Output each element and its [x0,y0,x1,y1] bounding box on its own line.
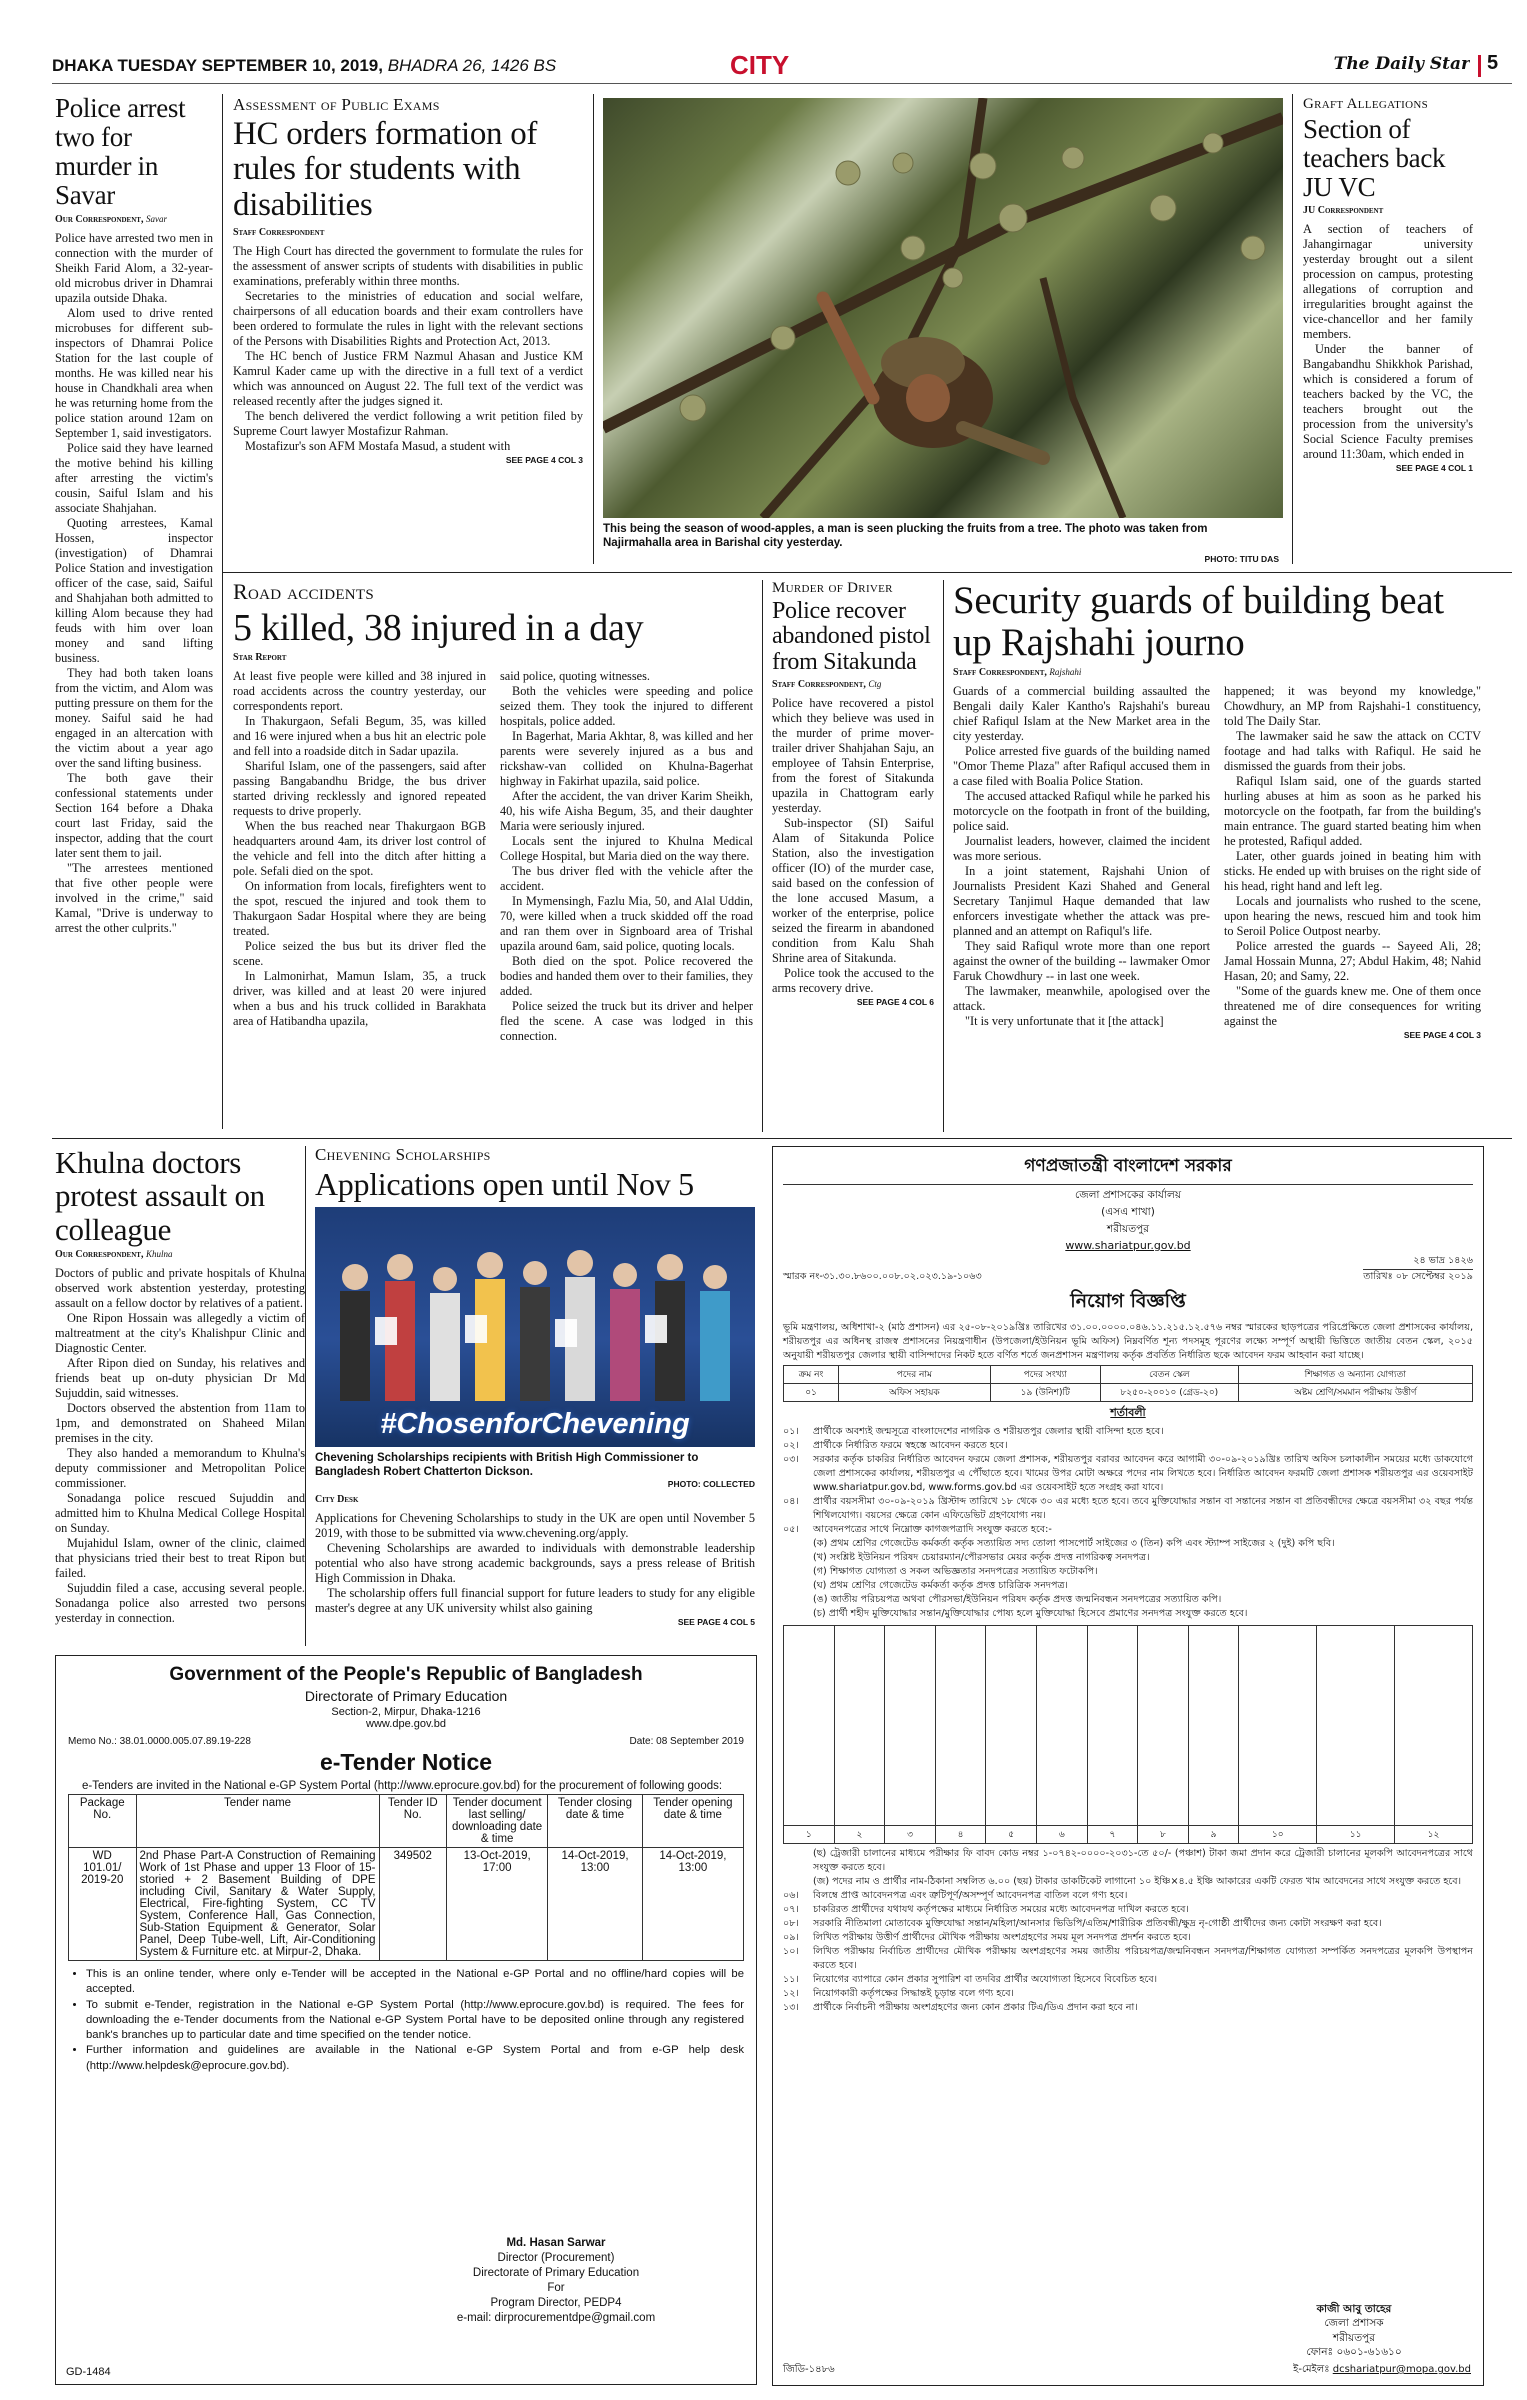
list-item: (ক) প্রথম শ্রেণির গেজেটেড কর্মকর্তা কর্তৃক সত্যায়িত সদ্য তোলা পাসপোর্ট সাইজের ৩ (তিন) কপি এবং স্ট্যাম্প সাইজের ২ (দুই) কপি ছবি। [813,1538,1335,1549]
photo-caption: Chevening Scholarships recipients with British High Commissioner to Bangladesh Robert Chatterton Dickson. [315,1452,699,1479]
table-header-row [784,1626,1473,1826]
byline-text: Staff Correspondent, [953,667,1047,679]
row-rule [222,572,1512,573]
paragraph: Doctors of public and private hospitals of Khulna observed work abstention yesterday, protesting assault on a fellow doctor by relatives of a patient. [55,1266,305,1311]
dateline [52,56,692,78]
package-no: WD 101.01/ 2019-20 [69,1848,137,1961]
signatory-title: জেলা প্রশাসক [1324,2317,1384,2330]
signature-block [386,2236,726,2326]
column-number: ২ [834,1826,885,1844]
post-name: অফিস সহায়ক [839,1384,991,1402]
byline: Star Report [233,652,287,664]
ad-code: জিডি-১৪৮৬ [783,2364,835,2375]
paragraph: In a joint statement, Rajshahi Union of Journalists President Kazi Shahed and General Secretary Tanjimul Haque demanded that law enforcers investigate whether the attack was pre-planned and an attempt on Rafiqul's life. [953,864,1210,939]
column-number: ১২ [1395,1826,1473,1844]
headline: Security guards of building beat up Rajshahi journo [953,580,1444,665]
ad-branch: (এসএ শাখা) [1101,1206,1155,1218]
paragraph: Police took the accused to the arms recovery drive. [772,966,934,996]
ad-title: Government of the People's Republic of Bangladesh [169,1664,643,1685]
date-bs: ২৪ ভাদ্র ১৪২৬ [1363,1254,1473,1270]
paragraph: A section of teachers of Jahangirnagar university yesterday brought out a silent procession on campus, protesting allegations of corruption and irregularities brought against the vice-chancellor and her family members. [1303,221,1473,341]
serial: ০১ [784,1384,839,1402]
list-item: ০৯। লিখিত পরীক্ষায় উত্তীর্ণ প্রার্থীদের মৌখিক পরীক্ষায় অংশগ্রহণের সময় মূল সনদপত্র প্রদর্শন করতে হবে। [783,1932,1191,1943]
memo-number: স্মারক নং-৩১.৩০.৮৬০০.০০৮.০২.০২৩.১৯-১০৬৩ [783,1271,982,1282]
ad-district: শরীয়তপুর [1107,1223,1149,1235]
article-pistol [772,580,934,1132]
application-form-table [783,1625,1473,1844]
notice-title: নিয়োগ বিজ্ঞপ্তি [1070,1290,1186,1312]
paragraph: The HC bench of Justice FRM Nazmul Ahasan and Justice KM Kamrul Kader came up with the directive in a full text of a verdict which was announced on August 22. The full text of the verdict was released recently after the judges signed it. [233,348,583,408]
table-number-row [784,1826,1473,1844]
article-body-col1 [953,684,1210,1040]
byline [55,1249,305,1260]
byline-place: Khulna [145,1249,173,1260]
paragraph: Under the banner of Bangabandhu Shikkhok Parishad, which is considered a forum of teachers backed by the VC, the teachers brought out the procession from the university's Social Science Faculty premises around 11:30am, which ended in [1303,341,1473,461]
column-number: ৫ [986,1826,1037,1844]
paragraph: Applications for Chevening Scholarships to study in the UK are open until November 5 2019, with those to be submitted via www.chevening.org/apply. [315,1511,755,1541]
list-item: (খ) সংশ্লিষ্ট ইউনিয়ন পরিষদ চেয়ারম্যান/পৌরসভার মেয়র কর্তৃক প্রদত্ত নাগরিকত্ব সনদপত্র। [813,1552,1150,1563]
paragraph: Alom used to drive rented microbuses for different sub-inspectors of Dhamrai Police Station for the last couple of months. He was killed near his house in Chandkhali area when he was returning home from the police station around 12am on September 1, said investigators. [55,305,213,440]
ad-web: www.dpe.gov.bd [366,1718,446,1730]
column-rule [943,580,944,1132]
paragraph: After Ripon died on Sunday, his relatives and friends beat up on-duty physician Dr Md Sujuddin, said witnesses. [55,1356,305,1401]
paragraph: Journalist leaders, however, claimed the incident was more serious. [953,834,1210,864]
column-number: ৭ [1087,1826,1138,1844]
list-item: • To submit e-Tender, registration in the National e-GP System Portal (http://www.eprocure.gov.bd) is required. The fees for downloading the e-Tender documents from the National e-GP System Portal have to be deposited online through any registered bank's branches up to particular date and time specified on the tender notice. [86,1998,744,2044]
article-body [55,231,213,936]
list-item: ০৫। আবেদনপত্রের সাথে নিম্নোক্ত কাগজপত্রাদি সংযুক্ত করতে হবে:- [783,1524,1052,1535]
qualification: অষ্টম শ্রেণি/সমমান পরীক্ষায় উত্তীর্ণ [1238,1384,1472,1402]
column-header: শিক্ষাগত ও অন্যান্য যোগ্যতা [1238,1366,1472,1384]
paragraph: Locals and journalists who rushed to the scene, upon hearing the news, rescued him and took him to Seroil Police Outpost nearby. [1224,894,1481,939]
signatory-name: কাজী আবু তাহের [1316,2303,1392,2316]
tender-id: 349502 [379,1848,447,1961]
article-body [55,1266,305,1626]
paragraph: Sonadanga police rescued Sujuddin and admitted him to Khulna Medical College Hospital on Sunday. [55,1491,305,1536]
column-header: Tender opening date & time [642,1795,743,1848]
column-number: ৮ [1138,1826,1189,1844]
conditions-title: শর্তাবলী [1110,1406,1146,1419]
paragraph: Doctors observed the abstention from 11am to 1pm, and demonstrated on Shaheed Milan premises in the city. [55,1401,305,1446]
paragraph: In Mymensingh, Fazlu Mia, 50, and Alal Uddin, 70, were killed when a truck skidded off the road and ran them over in Signboard area of Trishal upazila around 6am, said police, quoting locals. [500,894,753,954]
newspaper-logo: The Daily Star [1333,54,1470,74]
paragraph: The scholarship offers full financial support for future leaders to study for any eligible master's degree at any UK university whilst also gaining [315,1586,755,1616]
paragraph: Police have arrested two men in connection with the murder of Sheikh Farid Alom, a 32-year-old microbus driver in Dhamrai upazila outside Dhaka. [55,230,213,305]
continued-link: SEE PAGE 4 COL 3 [505,454,583,465]
paragraph: Both the vehicles were speeding and police seized them. They took the injured to different hospitals, police added. [500,684,753,729]
paragraph: They said Rafiqul wrote more than one report against the owner of the building -- lawmaker Omor Faruk Chowdhury -- in last one week. [953,939,1210,984]
date-label: তারিখঃ [1363,1271,1393,1282]
post-count: ১৯ (উনিশ)টি [990,1384,1100,1402]
page-number: 5 [1487,52,1499,74]
article-body [772,696,934,996]
ad-org: Directorate of Primary Education [304,1688,508,1704]
paragraph: said police, quoting witnesses. [500,669,650,684]
byline [953,667,1483,678]
column-header: Tender name [136,1795,379,1848]
paragraph: "The arrestees mentioned that five other people were involved in the crime," said Kamal, "Drive is underway to arrest the other culprits." [55,860,213,935]
column-number: ৪ [935,1826,986,1844]
article-body [233,244,583,454]
tender-name: 2nd Phase Part-A Construction of Remaining Work of 1st Phase and upper 13 Floor of 15-storied + 2 Basement Building of DPE including Civil, Sanitary & Water Supply, Electrical, Fire-fighting System, CC TV System, Conference Hall, Gas Connection, Sub-Station Equipment & Generator, Solar Panel, Deep Tube-well, Lift, Air-Conditioning System & Furniture etc. at Mirpur-2, Dhaka. [136,1848,379,1961]
article-body [1303,222,1473,462]
headline: HC orders formation of rules for students with disabilities [233,115,538,223]
paragraph: The bench delivered the verdict following a writ petition filed by Supreme Court lawyer Mostafizur Rahman. [233,408,583,438]
column-rule [1292,94,1293,564]
byline: JU Correspondent [1303,204,1384,216]
byline [55,214,213,225]
email-label: ই-মেইলঃ [1293,2364,1330,2375]
paragraph: The lawmaker said he saw the attack on CCTV footage and had talks with Rafiqul. He said he dismissed the guards from their jobs. [1224,729,1481,774]
signatory-line: Directorate of Primary Education [472,2266,640,2279]
dateline-main: DHAKA TUESDAY SEPTEMBER 10, 2019, [52,56,383,75]
last-selling-date: 13-Oct-2019, 17:00 [447,1848,548,1961]
column-header: Tender ID No. [379,1795,447,1848]
byline-text: Our Correspondent, [55,1249,144,1261]
paragraph: Police seized the bus but its driver fled the scene. [233,939,486,969]
column-header: Package No. [69,1795,137,1848]
table-header-row [69,1795,744,1848]
byline [772,679,934,690]
kicker: Graft Allegations [1303,96,1429,112]
column-header: Tender document last selling/ downloading date & time [447,1795,548,1848]
headline: Khulna doctors protest assault on colleague [55,1146,265,1247]
byline: City Desk [315,1494,359,1506]
paragraph: Rafiqul Islam said, one of the guards started hurling abuses at him as soon as he parked his motorcycle on the footpath, far from the building's main entrance. The guard started beating him when he protested, Rafiqul added. [1224,774,1481,849]
article-body-col1 [233,669,486,1044]
ad-web: www.shariatpur.gov.bd [1065,1239,1191,1252]
column-header: পদের সংখ্যা [990,1366,1100,1384]
date-ad: ০৮ সেপ্টেম্বর ২০১৯ [1395,1271,1473,1282]
photo-credit: PHOTO: TITU DAS [1204,554,1279,564]
paragraph: The lawmaker, meanwhile, apologised over the attack. [953,984,1210,1014]
continued-link: SEE PAGE 4 COL 1 [1395,462,1473,473]
article-savar [55,94,213,1129]
list-item: • Further information and guidelines are available in the National e-GP System Portal and from e-GP help desk (http://www.helpdesk@eprocure.gov.bd). [86,2043,744,2074]
paragraph: In Lalmonirhat, Mamun Islam, 35, a truck driver, was killed and at least 20 were injured when a bus and his truck collided in Barakhata area of Hatibandha upazila, [233,969,486,1029]
paragraph: They also handed a memorandum to Khulna's deputy commissioner and Metropolitan Police commissioner. [55,1446,305,1491]
signature-block [1239,2302,1469,2359]
column-number: ১১ [1317,1826,1395,1844]
ad-title: গণপ্রজাতন্ত্রী বাংলাদেশ সরকার [783,1153,1473,1185]
paragraph: Quoting arrestees, Kamal Hossen, inspector (investigation) of Dhamrai Police Station and investigation officer of the case, said, Saiful and Shahjahan both admitted to killing Alom because they had feuds with him over loan money and sand lifting business. [55,515,213,665]
paragraph: Mujahidul Islam, owner of the clinic, claimed that physicians tried their best to treat Ripon but failed. [55,1536,305,1581]
notice-intro: ভূমি মন্ত্রণালয়, অধিশাখা-২ (মাঠ প্রশাসন) এর ২৫-০৮-২০১৯খ্রিঃ তারিখের ৩১.০০.০০০০.০৪৬.১১.২১৫.১২.৫৭৬ নম্বর স্মারকের ছাড়পত্রের পরিপ্রেক্ষিতে জেলা প্রশাসকের কার্যালয়, শরীয়তপুর এর অধিনস্থ রাজস্ব প্রশাসনের নিয়ন্ত্রণাধীন (উপজেলা/ইউনিয়ন ভূমি অফিস) নিম্নবর্ণিত শূন্য পদসমূহ পূরণের লক্ষ্যে সম্পূর্ণ অস্থায়ী ভিত্তিতে জাতীয় বেতন স্কেল, ২০১৫ অনুযায়ী শরীয়তপুর জেলার স্থায়ী বাসিন্দাদের নিকট হতে বর্ণিত শর্তে জনপ্রশাসন মন্ত্রণালয় কর্তৃক প্রবর্তিত নির্ধারিত ছকে আবেদন ফরম আহবান করা যাচ্ছে। [783,1322,1473,1361]
headline: Section of teachers back JU VC [1303,113,1446,202]
photo-banner-text: #ChosenforChevening [380,1408,690,1441]
list-item: (ঘ) প্রথম শ্রেণির গেজেটেড কর্মকর্তা কর্তৃক প্রদত্ত চারিত্রিক সনদপত্র। [813,1580,1068,1591]
list-item: (গ) শিক্ষাগত যোগ্যতা ও সকল অভিজ্ঞতার সনদপত্রের সত্যায়িত ফটোকপি। [813,1566,1098,1577]
photo-illustration [603,98,1283,518]
article-security [953,580,1483,1132]
signatory-line: e-mail: dirprocurementdpe@gmail.com [456,2311,656,2324]
column-number: ৯ [1188,1826,1239,1844]
table-row [784,1384,1473,1402]
row-rule [52,1138,1512,1139]
etender-ad [55,1655,757,2385]
page-divider [1478,55,1481,77]
ad-code: GD-1484 [66,2366,111,2378]
paragraph: Police seized the truck but its driver and helper fled the scene. A case was lodged in this connection. [500,999,753,1044]
email-line [1293,2362,1471,2379]
signatory-name: Md. Hasan Sarwar [506,2237,606,2249]
email-address: dcshariatpur@mopa.gov.bd [1332,2364,1471,2375]
list-item: (জ) পদের নাম ও প্রার্থীর নাম-ঠিকানা সম্বলিত ৬.০০ (ছয়) টাকার ডাকটিকেট লাগানো ১০ ইঞ্চি×৪.৫ ইঞ্চি আকারের একটি ফেরত খাম আবেদনের সাথে সংযুক্ত করতে হবে। [813,1876,1462,1887]
continued-link: SEE PAGE 4 COL 3 [1403,1030,1481,1041]
signatory-line: For [547,2281,565,2294]
column-number: ১ [784,1826,835,1844]
paragraph: When the bus reached near Thakurgaon BGB headquarters around 4am, its driver lost control of the vehicle and fell into the ditch after hitting a pole. Sefali died on the spot. [233,819,486,879]
ad-office: জেলা প্রশাসকের কার্যালয় [1074,1189,1182,1201]
article-khulna [55,1146,305,1646]
paragraph: Police have recovered a pistol which they believe was used in the murder of prime mover-trailer driver Shahjahan Saju, an employee of Tahsin Enterprise, from the forest of Sitakunda upazila in Chattogram early yesterday. [772,696,934,816]
paragraph: Locals sent the injured to Khulna Medical College Hospital, but Maria died on the way there. [500,834,753,864]
paragraph: The High Court has directed the government to formulate the rules for the assessment of answer scripts of students with disabilities in public examinations, preferably within three months. [233,243,583,288]
table-row [69,1848,744,1961]
kicker: Chevening Scholarships [315,1146,491,1164]
paragraph: The accused attacked Rafiqul while he parked his motorcycle on the footpath in front of the building, police said. [953,789,1210,834]
continued-link: SEE PAGE 4 COL 5 [677,1617,755,1628]
notice-date: Date: 08 September 2019 [629,1736,744,1747]
list-item: (ঙ) জাতীয় পরিচয়পত্র অথবা পৌরসভা/ইউনিয়ন পরিষদ কর্তৃক প্রদত্ত জন্মনিবন্ধন সনদপত্রের সত্যায়িত কপি। [813,1594,1222,1605]
byline-text: Our Correspondent, [55,213,144,225]
column-rule [305,1146,306,1646]
paragraph: The both gave their confessional statements under Section 164 before a Dhaka court last Friday, said the inspector, adding that the court later sent them to jail. [55,770,213,860]
paragraph: Police arrested five guards of the building named "Omor Theme Plaza" after Rafiqul accused them in a case filed with Boalia Police Station. [953,744,1210,789]
paragraph: Guards of a commercial building assaulted the Bengali daily Kaler Kantho's Rajshahi's bureau chief Rafiqul Islam at the New Market area in the city yesterday. [953,684,1210,744]
list-item: ১২। নিয়োগকারী কর্তৃপক্ষের সিদ্ধান্তই চূড়ান্ত বলে গণ্য হবে। [783,1988,1014,1999]
column-rule [762,580,763,1132]
notice-intro: e-Tenders are invited in the National e-GP System Portal (http://www.eprocure.gov.bd) for the procurement of following goods: [82,1780,723,1792]
headline: Police recover abandoned pistol from Sitakunda [772,597,931,676]
paragraph: The bus driver fled with the vehicle after the accident. [500,864,753,894]
paragraph: After the accident, the van driver Karim Sheikh, 40, his wife Aisha Begum, 35, and their daughter Maria were seriously injured. [500,789,753,834]
signatory-line: Director (Procurement) [497,2251,615,2264]
tender-notes [86,1967,744,2074]
column-header: ক্রম নং [784,1366,839,1384]
list-item: ০৬। বিলম্বে প্রাপ্ত আবেদনপত্র এবং ত্রুটিপূর্ণ/অসম্পূর্ণ আবেদনপত্র বাতিল বলে গণ্য হবে। [783,1890,1128,1901]
article-hc [233,96,583,566]
paragraph: Sujuddin filed a case, accusing several people. Sonadanga police also arrested two persons yesterday in connection. [55,1581,305,1626]
byline-place: Rajshahi [1049,667,1082,678]
wood-apple-photo [603,98,1283,518]
list-item: ০২। প্রার্থীকে নির্ধারিত ফরমে স্বহস্তে আবেদন করতে হবে। [783,1440,1008,1451]
conditions-list [783,1425,1473,1621]
list-item: (চ) প্রার্থী শহীদ মুক্তিযোদ্ধার সন্তান/মুক্তিযোদ্ধার পোষ্য হলে মুক্তিযোদ্ধা হিসেবে প্রমাণের সনদপত্র সংযুক্ত করতে হবে। [813,1608,1248,1619]
column-header: পদের নাম [839,1366,991,1384]
paragraph: In Thakurgaon, Sefali Begum, 35, was killed and 16 were injured when a bus hit an electric pole and fell into a roadside ditch in Sadar upazila. [233,714,486,759]
section-label: CITY [730,50,790,80]
list-item: ০১। প্রার্থীকে অবশ্যই জন্মসূত্রে বাংলাদেশের নাগরিক ও শরীয়তপুর জেলার স্থায়ী বাসিন্দা হতে হবে। [783,1426,1164,1437]
byline: Staff Correspondent [233,226,325,238]
ad-address: Section-2, Mirpur, Dhaka-1216 [331,1706,481,1718]
table-header-row [784,1366,1473,1384]
paragraph: Police arrested the guards -- Sayeed Ali, 28; Jamal Hossain Munna, 27; Abdul Hakim, 48; Nahid Hasan, 20; and Samy, 22. [1224,939,1481,984]
list-item: ০৩। সরকার কর্তৃক চাকরির নির্ধারিত আবেদন ফরমে জেলা প্রশাসক, শরীয়তপুর বরাবর আবেদন করে আগামী ৩০-০৯-২০১৯খ্রিঃ তারিখ অফিস চলাকালীন সময়ের মধ্যে ডাকযোগে জেলা প্রশাসকের কার্যালয়, শরীয়তপুর এ পৌঁছাতে হবে। খামের উপর মোটা অক্ষরে পদের নাম লিখতে হবে। নির্ধারিত আবেদন ফরমটি জেলা প্রশাসক শরীয়তপুর এর ওয়েবসাইট www.shariatpur.gov.bd, www.forms.gov.bd এর ওয়েবসাইট হতে সংগ্রহ করা যাবে। [783,1454,1473,1493]
dateline-bs: BHADRA 26, 1426 BS [387,56,557,75]
paragraph: Mostafizur's son AFM Mostafa Masud, a student with [245,438,511,453]
column-number: ১০ [1239,1826,1317,1844]
list-item: ১১। নিয়োগের ব্যাপারে কোন প্রকার সুপারিশ বা তদবির প্রার্থীর অযোগ্যতা হিসেবে বিবেচিত হবে। [783,1974,1158,1985]
conditions-list-continued [783,1847,1473,2015]
tender-table [68,1794,744,1961]
memo-number: Memo No.: 38.01.0000.005.07.89.19-228 [68,1736,251,1747]
continued-link: SEE PAGE 4 COL 6 [856,997,934,1008]
list-item: ০৭। চাকরিরত প্রার্থীদের যথাযথ কর্তৃপক্ষের মাধ্যমে নির্ধারিত সময়ের মধ্যে আবেদনপত্র দাখিল করতে হবে। [783,1904,1189,1915]
paragraph: happened; it was beyond my knowledge," Chowdhury, an MP from Rajshahi-1 constituency, told The Daily Star. [1224,684,1481,729]
kicker: Assessment of Public Exams [233,96,440,114]
photo-caption: This being the season of wood-apples, a man is seen plucking the fruits from a tree. The photo was taken from Najirmahalla area in Barishal city yesterday. [603,523,1208,550]
signatory-line: Program Director, PEDP4 [490,2296,622,2309]
notice-title: e-Tender Notice [319,1749,493,1775]
article-ju [1303,96,1473,566]
paragraph: Chevening Scholarships are awarded to individuals with demonstrable leadership potential who also have strong academic backgrounds, says a press release of British High Commission in Dhaka. [315,1541,755,1586]
column-rule [222,94,223,1129]
pay-scale: ৮২৫০-২০০১০ (গ্রেড-২০) [1100,1384,1238,1402]
paragraph: Sub-inspector (SI) Saiful Alam of Sitakunda Police Station, also the investigation officer (IO) of the murder case, said based on the confession of the lone accused Masum, a worker of the enterprise, police seized the firearm in abandoned condition from Kalu Shah Shrine area of Sitakunda. [772,816,934,966]
column-header: বেতন স্কেল [1100,1366,1238,1384]
article-body-col2 [1224,684,1481,1040]
opening-date: 14-Oct-2019, 13:00 [642,1848,743,1961]
paragraph: Both died on the spot. Police recovered the bodies and handed them over to their families, they added. [500,954,753,999]
article-chevening [315,1146,755,1646]
column-number: ৬ [1036,1826,1087,1844]
list-item: ১৩। প্রার্থীকে নির্বাচনী পরীক্ষায় অংশগ্রহণের জন্য কোন প্রকার টিএ/ডিএ প্রদান করা হবে না। [783,2002,1138,2013]
column-number: ৩ [885,1826,936,1844]
headline: 5 killed, 38 injured in a day [233,607,644,650]
list-item: ০৪। প্রার্থীর বয়সসীমা ৩০-০৯-২০১৯ খ্রিস্টাব্দ তারিখে ১৮ থেকে ৩০ এর মধ্যে হতে হবে। তবে মুক্তিযোদ্ধার সন্তান বা সন্তানের সন্তান বা প্রতিবন্ধীদের ক্ষেত্রে বয়সসীমা ৩২ বছর পর্যন্ত শিথিলযোগ্য। বয়সের ক্ষেত্রে কোন এফিডেভিট গ্রহণযোগ্য নয়। [783,1496,1473,1521]
post-table [783,1365,1473,1402]
column-header: Tender closing date & time [548,1795,643,1848]
paragraph: Police said they have learned the motive behind his killing after arresting the victim's cousin, Saiful Islam and his associate Shahjahan. [55,440,213,515]
masthead-rule [52,83,1512,84]
chevening-photo [315,1207,755,1447]
kicker: Murder of Driver [772,580,893,596]
byline-text: Staff Correspondent, [772,679,866,691]
photo-caption-block [603,522,1283,564]
paragraph: "Some of the guards knew me. One of them once threatened me of dire consequences for writing against the [1224,984,1481,1029]
headline: Police arrest two for murder in Savar [55,94,186,211]
byline-place: Savar [145,213,167,224]
paragraph: "It is very unfortunate that it [the attack] [965,1014,1164,1029]
list-item: (ছ) ট্রেজারী চালানের মাধ্যমে পরীক্ষার ফি বাবদ কোড নম্বর ১-০৭৪২-০০০০-২০৩১-তে ৫০/- (পঞ্চাশ) টাকা জমা প্রদান করে ট্রেজারী চালানের মূলকপি আবেদনপত্রের সাথে সংযুক্ত করতে হবে। [813,1848,1473,1873]
paragraph: Secretaries to the ministries of education and social welfare, chairpersons of all education boards and their exam controllers have been ordered to formulate the rules in light with the relevant sections of the Persons with Disabilities Rights and Protection Act, 2013. [233,288,583,348]
paragraph: One Ripon Hossain was allegedly a victim of maltreatment at the city's Khalishpur Clinic and Diagnostic Center. [55,1311,305,1356]
column-rule [593,94,594,564]
article-body-col2 [500,669,753,1044]
paragraph: Later, other guards joined in beating him with sticks. He ended up with bruises on the right side of his head, right hand and left leg. [1224,849,1481,894]
signatory-phone: ফোনঃ ০৬০১-৬১৬১০ [1306,2345,1402,2358]
paragraph: On information from locals, firefighters went to the spot, rescued the injured and took them to Thakurgaon Sadar Hospital where they are being treated. [233,879,486,939]
paragraph: In Bagerhat, Maria Akhtar, 8, was killed and her parents were severely injured as a bus and rickshaw-van collided on Khulna-Bagerhat highway in Fakirhat upazila, said police. [500,729,753,789]
paragraph: They had both taken loans from the victim, and Alom was putting pressure on them for the money. Saiful said he had engaged in an altercation with the victim about a year ago over the sand lifting business. [55,665,213,770]
list-item: ১০। লিখিত পরীক্ষায় নির্বাচিত প্রার্থীদের মৌখিক পরীক্ষায় অংশগ্রহণের সময় জাতীয় পরিচয়পত্র/জন্মনিবন্ধন সনদপত্র/শিক্ষাগত যোগ্যতা সম্পর্কিত সনদপত্রের মূলকপি উপস্থাপন করতে হবে। [783,1946,1473,1971]
article-body [315,1511,755,1616]
kicker: Road accidents [233,580,375,604]
byline-place: Ctg [868,679,882,690]
closing-date: 14-Oct-2019, 13:00 [548,1848,643,1961]
signatory-district: শরীয়তপুর [1333,2331,1375,2344]
list-item: • This is an online tender, where only e-Tender will be accepted in the National e-GP Portal and no offline/hard copies will be accepted. [86,1967,744,1998]
headline: Applications open until Nov 5 [315,1165,694,1202]
recruitment-ad [772,1146,1484,2386]
article-road [233,580,753,1132]
photo-credit: PHOTO: COLLECTED [667,1479,755,1490]
paragraph: Shariful Islam, one of the passengers, said after passing Bangabandhu Bridge, the bus driver started driving recklessly and ignored repeated requests to drive properly. [233,759,486,819]
paragraph: At least five people were killed and 38 injured in road accidents across the country yesterday, our correspondents report. [233,669,486,714]
list-item: ০৮। সরকারি নীতিমালা মোতাবেক মুক্তিযোদ্ধা সন্তান/মহিলা/আনসার ভিডিপি/এতিম/শারীরিক প্রতিবন্ধী/ক্ষুদ্র নৃ-গোষ্ঠী প্রার্থীদের জন্য কোটা সংরক্ষণ করা হবে। [783,1918,1382,1929]
